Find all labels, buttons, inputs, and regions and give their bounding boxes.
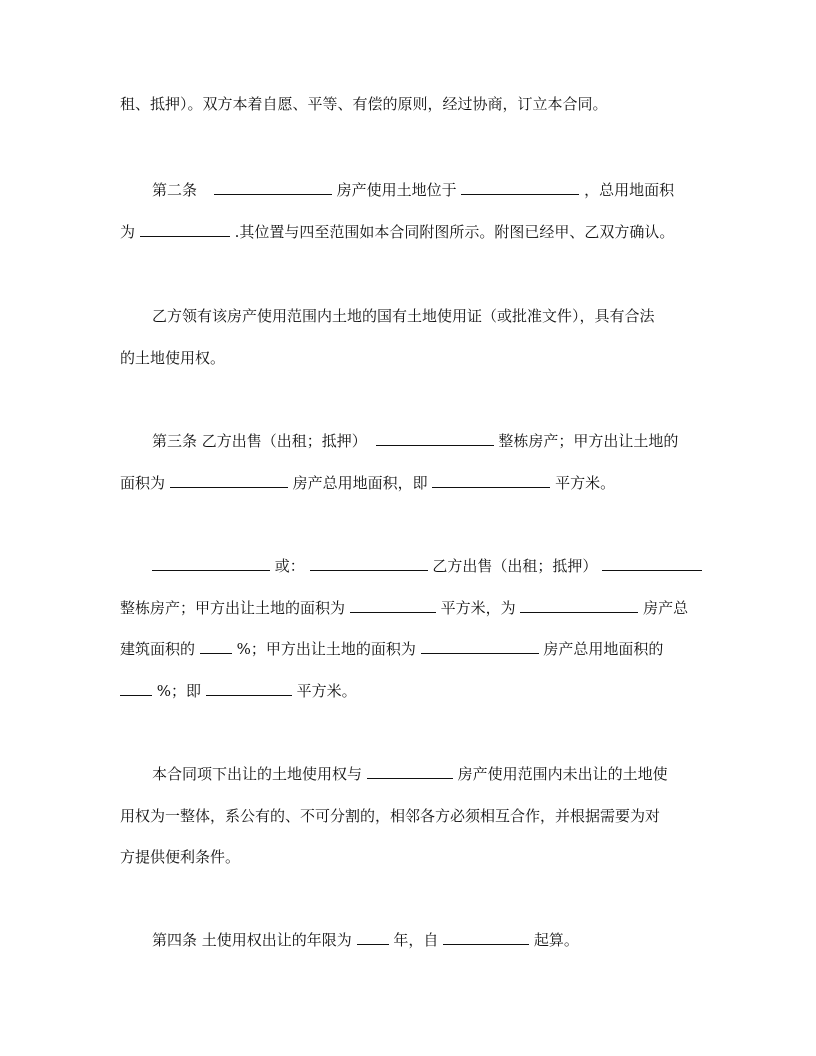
alt-area-text: 整栋房产；甲方出让土地的面积为: [120, 599, 346, 617]
article-four-line-1: [152, 930, 579, 950]
land-right-text-1: 乙方领有该房产使用范围内土地的国有土地使用证（或批准文件），具有合法: [152, 307, 655, 325]
intro-text: 租、抵押）。双方本着自愿、平等、有偿的原则，经过协商，订立本合同。: [120, 95, 608, 113]
year-from-text: 年，自: [393, 931, 439, 949]
area-prefix: 为: [120, 223, 136, 241]
article-three-line-1: [152, 431, 678, 451]
alt-sale-text: 乙方出售（出租；抵押）: [432, 557, 598, 575]
square-meter-text: 平方米。: [555, 474, 616, 492]
alt-building-blank[interactable]: [602, 556, 702, 571]
article-two-line-1: [152, 180, 674, 200]
alt-land-area-text: %；甲方出让土地的面积为: [236, 640, 416, 658]
article-two-label: 第二条: [152, 181, 198, 199]
alt-building-area-text: 建筑面积的: [120, 640, 196, 658]
alt-percent-blank-1[interactable]: [200, 639, 232, 654]
total-area-label: ，总用地面积: [584, 181, 675, 199]
alt-percent-text: %；即: [156, 682, 202, 700]
square-meter-blank[interactable]: [432, 473, 550, 488]
shared-right-text-2: 用权为一整体，系公有的、不可分割的，相邻各方必须相互合作，并根据需要为对: [120, 807, 661, 825]
total-land-area-text: 房产总用地面积，即: [292, 474, 428, 492]
land-location-label: 房产使用土地位于: [336, 181, 457, 199]
whole-building-text: 整栋房产；甲方出让土地的: [498, 432, 679, 450]
alt-land-blank[interactable]: [421, 639, 539, 654]
land-location-blank[interactable]: [461, 180, 579, 195]
alternative-line-3: [120, 639, 663, 659]
alt-leading-blank[interactable]: [152, 556, 270, 571]
area-as-label: 面积为: [120, 474, 166, 492]
shared-right-text-1b: 房产使用范围内未出让的土地使: [457, 765, 668, 783]
start-text: 起算。: [533, 931, 579, 949]
alt-total-land-text: 房产总用地面积的: [543, 640, 664, 658]
paragraph-intro-line: [120, 94, 608, 114]
land-right-line-2: [120, 348, 225, 368]
house-name-blank[interactable]: [214, 180, 332, 195]
land-right-text-2: 的土地使用权。: [120, 349, 226, 367]
alt-sqm-blank[interactable]: [206, 681, 292, 696]
alt-house-blank[interactable]: [520, 598, 638, 613]
alternative-line-4: [120, 681, 357, 701]
shared-right-text-3: 方提供便利条件。: [120, 848, 241, 866]
article-three-line-2: [120, 473, 615, 493]
article-four-text: 第四条 土使用权出让的年限为: [152, 931, 352, 949]
term-years-blank[interactable]: [357, 930, 389, 945]
building-blank[interactable]: [376, 431, 494, 446]
total-area-blank[interactable]: [140, 222, 230, 237]
fraction-blank[interactable]: [170, 473, 288, 488]
shared-right-line-3: [120, 847, 240, 867]
article-three-text: 第三条 乙方出售（出租；抵押）: [152, 432, 367, 450]
alt-area-blank[interactable]: [350, 598, 436, 613]
start-date-blank[interactable]: [443, 930, 529, 945]
alt-or-text: 或：: [274, 557, 305, 575]
alternative-line-2: [120, 598, 688, 618]
shared-right-line-1: [152, 764, 668, 784]
alt-percent-blank-2[interactable]: [120, 681, 152, 696]
alt-sqm-text: 平方米，为: [440, 599, 516, 617]
alt-second-blank[interactable]: [310, 556, 428, 571]
alternative-line-1: [152, 556, 702, 576]
land-right-line-1: [152, 306, 655, 326]
shared-right-text-1a: 本合同项下出让的土地使用权与: [152, 765, 363, 783]
alt-total-text: 房产总: [643, 599, 689, 617]
alt-end-text: 平方米。: [296, 682, 357, 700]
article-two-line-2: [120, 222, 674, 242]
location-boundary-text: .其位置与四至范围如本合同附图所示。附图已经甲、乙双方确认。: [234, 223, 675, 241]
shared-right-line-2: [120, 806, 660, 826]
shared-house-blank[interactable]: [367, 764, 453, 779]
